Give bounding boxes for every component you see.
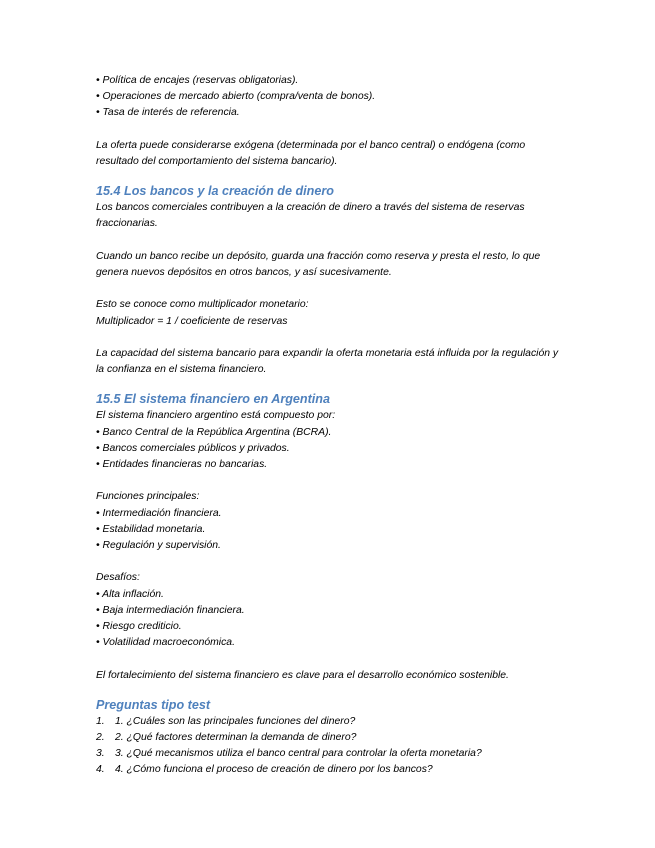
paragraph: El fortalecimiento del sistema financiero es clave para el desarrollo económico sostenible. — [96, 669, 509, 681]
paragraph: La capacidad del sistema bancario para expandir la oferta monetaria está influida por la regulación y la confianza en el sistema financiero. — [96, 347, 559, 376]
paragraph-line: Esto se conoce como multiplicador monetario: — [96, 299, 309, 311]
question-text: 4. ¿Cómo funciona el proceso de creación de dinero por los bancos? — [115, 764, 433, 776]
bullet-item: • Intermediación financiera. — [96, 507, 222, 519]
bullet-item: • Baja intermediación financiera. — [96, 604, 245, 616]
question-text: 2. ¿Qué factores determinan la demanda de dinero? — [115, 732, 357, 743]
list-label: Funciones principales: — [96, 491, 200, 503]
bullet-item: • Política de encajes (reservas obligatorias). — [96, 75, 299, 86]
bullet-item: • Regulación y supervisión. — [96, 540, 221, 551]
list-item — [96, 746, 566, 762]
list-item — [96, 762, 566, 778]
list-item — [96, 714, 566, 730]
section-heading-15-5: 15.5 El sistema financiero en Argentina — [96, 392, 330, 407]
list-number: 3. — [96, 748, 105, 760]
list-label: Desafíos: — [96, 572, 140, 584]
list-number: 2. — [96, 732, 105, 743]
bullet-item: • Bancos comerciales públicos y privados. — [96, 442, 290, 454]
bullet-item: • Alta inflación. — [96, 588, 164, 600]
question-text: 3. ¿Qué mecanismos utiliza el banco central para controlar la oferta monetaria? — [115, 748, 482, 760]
list-number: 4. — [96, 764, 105, 776]
bullet-item: • Banco Central de la República Argentina (BCRA). — [96, 426, 332, 438]
question-list — [96, 714, 566, 779]
bullet-item: • Entidades financieras no bancarias. — [96, 459, 268, 470]
list-item — [96, 730, 566, 746]
bullet-item: • Volatilidad macroeconómica. — [96, 637, 235, 649]
paragraph-oferta: La oferta puede considerarse exógena (determinada por el banco central) o endógena (como resultado del comportamiento del sistema bancario). — [96, 139, 526, 167]
question-text: 1. ¿Cuáles son las principales funciones del dinero? — [115, 715, 356, 727]
bullet-item: • Operaciones de mercado abierto (compra/venta de bonos). — [96, 91, 376, 103]
section-heading-preguntas: Preguntas tipo test — [96, 697, 211, 712]
paragraph: Los bancos comerciales contribuyen a la creación de dinero a través del sistema de reservas fraccionarias. — [96, 202, 525, 230]
bullet-item: • Estabilidad monetaria. — [96, 523, 206, 535]
paragraph-line: El sistema financiero argentino está compuesto por: — [96, 410, 336, 422]
bullet-item: • Tasa de interés de referencia. — [96, 107, 240, 119]
document-content — [96, 73, 566, 779]
section-heading-15-4: 15.4 Los bancos y la creación de dinero — [96, 184, 334, 199]
bullet-item: • Riesgo crediticio. — [96, 621, 182, 632]
formula-line: Multiplicador = 1 / coeficiente de reservas — [96, 315, 288, 327]
list-number: 1. — [96, 715, 105, 727]
paragraph: Cuando un banco recibe un depósito, guarda una fracción como reserva y presta el resto, lo que genera nuevos depósitos en otros bancos, y así sucesivamente. — [96, 250, 541, 278]
